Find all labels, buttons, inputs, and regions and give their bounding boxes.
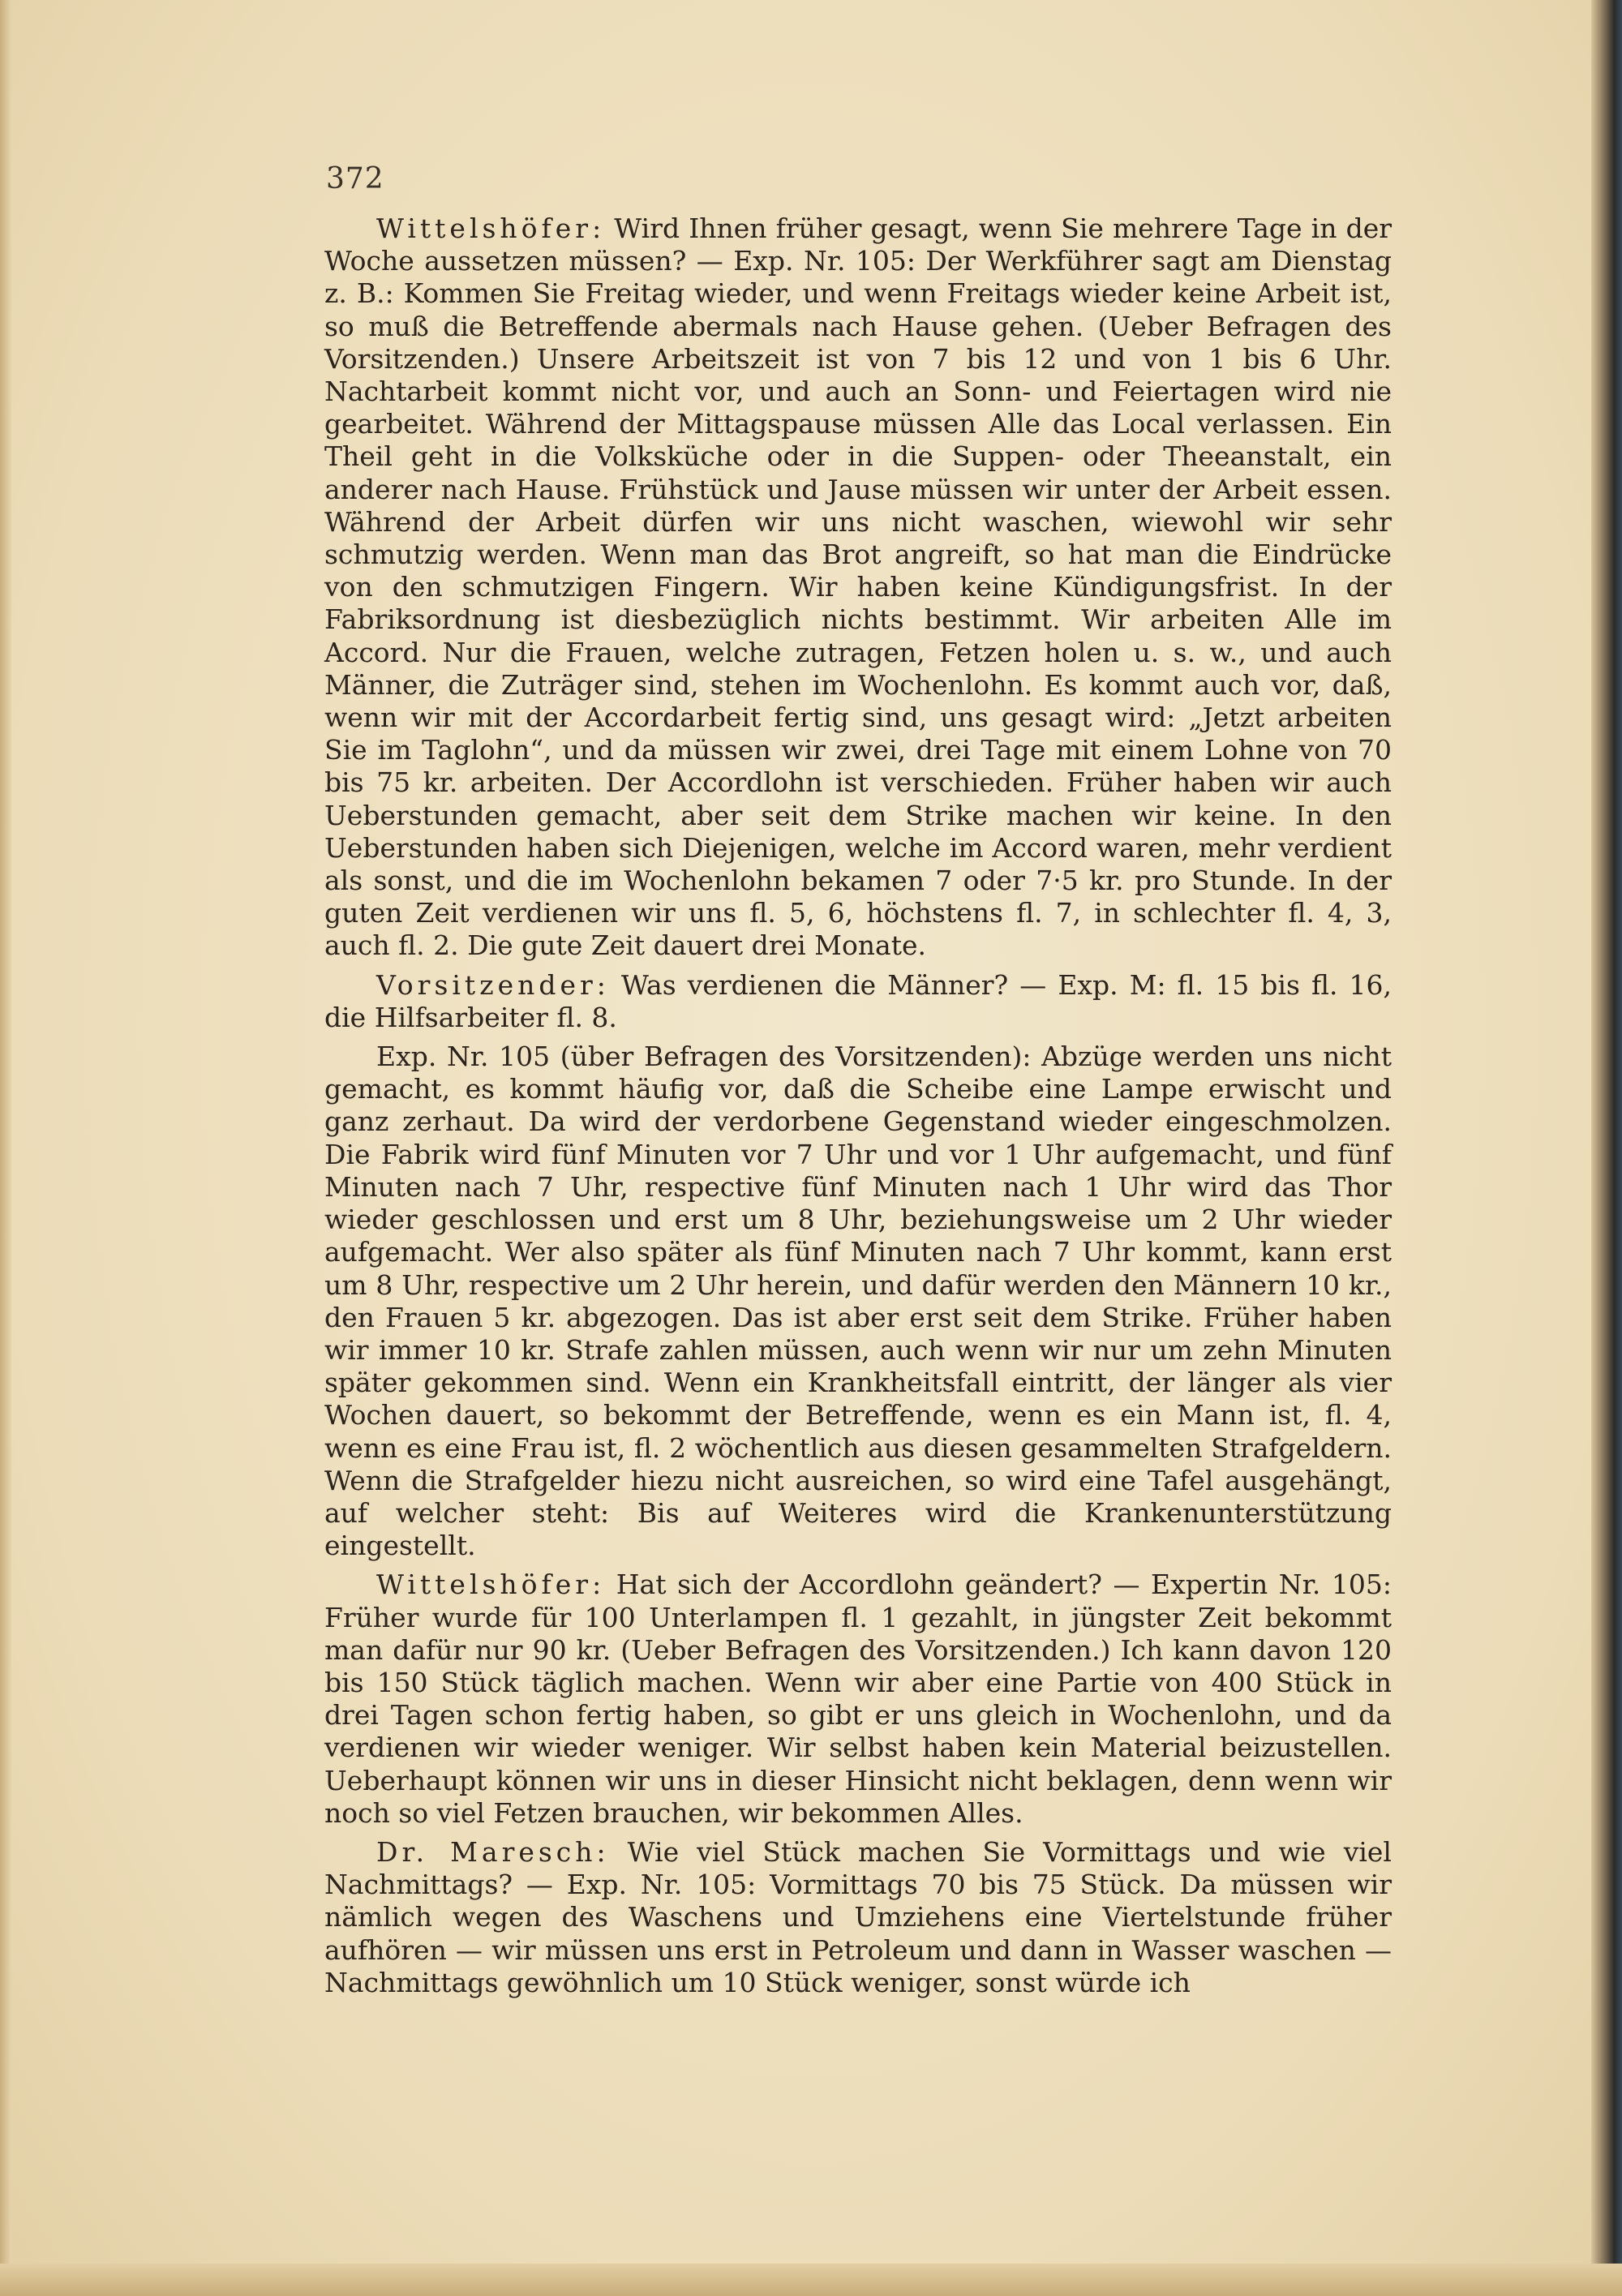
speaker-name: Dr. Maresch: xyxy=(376,1835,610,1868)
speaker-name: Vorsitzender: xyxy=(376,968,610,1001)
paragraph-vorsitzender xyxy=(324,969,1392,1034)
paragraph-text: Wird Ihnen früher gesagt, wenn Sie mehrere Tage in der Woche aussetzen müssen? — Exp. Nr. 105: Der Werkführer sagt am Dienstag z. B.: Kommen Sie Freitag wieder, und wenn Freitags wieder keine Arbeit ist, so muß die Betreffende abermals nach Hause gehen. (Ueber Befragen des Vorsitzenden.) Unsere Arbeitszeit ist von 7 bis 12 und von 1 bis 6 Uhr. Nachtarbeit kommt nicht vor, und auch an Sonn- und Feiertagen wird nie gearbeitet. Während der Mittagspause müssen Alle das Local verlassen. Ein Theil geht in die Volksküche oder in die Suppen- oder Theeanstalt, ein anderer nach Hause. Frühstück und Jause müssen wir unter der Arbeit essen. Während der Arbeit dürfen wir uns nicht waschen, wiewohl wir sehr schmutzig werden. Wenn man das Brot angreift, so hat man die Eindrücke von den schmutzigen Fingern. Wir haben keine Kündigungsfrist. In der Fabriksordnung ist diesbezüglich nichts bestimmt. Wir arbeiten Alle im Accord. Nur die Frauen, welche zutragen, Fetzen holen u. s. w., und auch Männer, die Zuträger sind, stehen im Wochenlohn. Es kommt auch vor, daß, wenn wir mit der Accordarbeit fertig sind, uns gesagt wird: „Jetzt arbeiten Sie im Taglohn“, und da müssen wir zwei, drei Tage mit einem Lohne von 70 bis 75 kr. arbeiten. Der Accordlohn ist verschieden. Früher haben wir auch Ueberstunden gemacht, aber seit dem Strike machen wir keine. In den Ueberstunden haben sich Diejenigen, welche im Accord waren, mehr verdient als sonst, und die im Wochenlohn bekamen 7 oder 7·5 kr. pro Stunde. In der guten Zeit verdienen wir uns fl. 5, 6, höchstens fl. 7, in schlechter fl. 4, 3, auch fl. 2. Die gute Zeit dauert drei Monate. xyxy=(324,212,1392,962)
speaker-name: Wittelshöfer: xyxy=(376,1569,606,1601)
page-number: 372 xyxy=(326,162,384,195)
body-text xyxy=(324,212,1392,2006)
paragraph-text: Was verdienen die Männer? — Exp. M: fl. 15 bis fl. 16, die Hilfsarbeiter fl. 8. xyxy=(324,968,1392,1033)
speaker-name: Wittelshöfer: xyxy=(376,212,606,244)
paragraph-text: Exp. Nr. 105 (über Befragen des Vorsitzenden): Abzüge werden uns nicht gemacht, es kommt häufig vor, daß die Scheibe eine Lampe erwischt und ganz zerhaut. Da wird der verdorbene Gegenstand wieder eingeschmolzen. Die Fabrik wird fünf Minuten vor 7 Uhr und vor 1 Uhr aufgemacht, und fünf Minuten nach 7 Uhr, respective fünf Minuten nach 1 Uhr wird das Thor wieder geschlossen und erst um 8 Uhr, beziehungsweise um 2 Uhr wieder aufgemacht. Wer also später als fünf Minuten nach 7 Uhr kommt, kann erst um 8 Uhr, respective um 2 Uhr herein, und dafür werden den Männern 10 kr., den Frauen 5 kr. abgezogen. Das ist aber erst seit dem Strike. Früher haben wir immer 10 kr. Strafe zahlen müssen, auch wenn wir nur um zehn Minuten später gekommen sind. Wenn ein Krankheitsfall eintritt, der länger als vier Wochen dauert, so bekommt der Betreffende, wenn es ein Mann ist, fl. 4, wenn es eine Frau ist, fl. 2 wöchentlich aus diesen gesammelten Strafgeldern. Wenn die Strafgelder hiezu nicht ausreichen, so wird eine Tafel ausgehängt, auf welcher steht: Bis auf Weiteres wird die Krankenunterstützung eingestellt. xyxy=(324,1041,1392,1562)
paragraph-text: Wie viel Stück machen Sie Vormittags und wie viel Nachmittags? — Exp. Nr. 105: Vormittags 70 bis 75 Stück. Da müssen wir nämlich wegen des Waschens und Umziehens eine Viertelstunde früher aufhören — wir müssen uns erst in Petroleum und dann in Wasser waschen — Nachmittags gewöhnlich um 10 Stück weniger, sonst würde ich xyxy=(324,1835,1392,1998)
paragraph-maresch xyxy=(324,1836,1392,1999)
paragraph-exp-105 xyxy=(324,1041,1392,1562)
book-cover-edge xyxy=(1591,0,1622,2296)
paragraph-wittelshoefer-2 xyxy=(324,1569,1392,1830)
page-gutter-left xyxy=(0,0,11,2296)
page-bottom-edge xyxy=(0,2264,1622,2296)
paragraph-wittelshoefer-1 xyxy=(324,212,1392,963)
paragraph-text: Hat sich der Accordlohn geändert? — Expertin Nr. 105: Früher wurde für 100 Unterlampen fl. 1 gezahlt, in jüngster Zeit bekommt man dafür nur 90 kr. (Ueber Befragen des Vorsitzenden.) Ich kann davon 120 bis 150 Stück täglich machen. Wenn wir aber eine Partie von 400 Stück in drei Tagen schon fertig haben, so gibt er uns gleich in Wochenlohn, und da verdienen wir wieder weniger. Wir selbst haben kein Material beizustellen. Ueberhaupt können wir uns in dieser Hinsicht nicht beklagen, denn wenn wir noch so viel Fetzen brauchen, wir bekommen Alles. xyxy=(324,1569,1392,1829)
